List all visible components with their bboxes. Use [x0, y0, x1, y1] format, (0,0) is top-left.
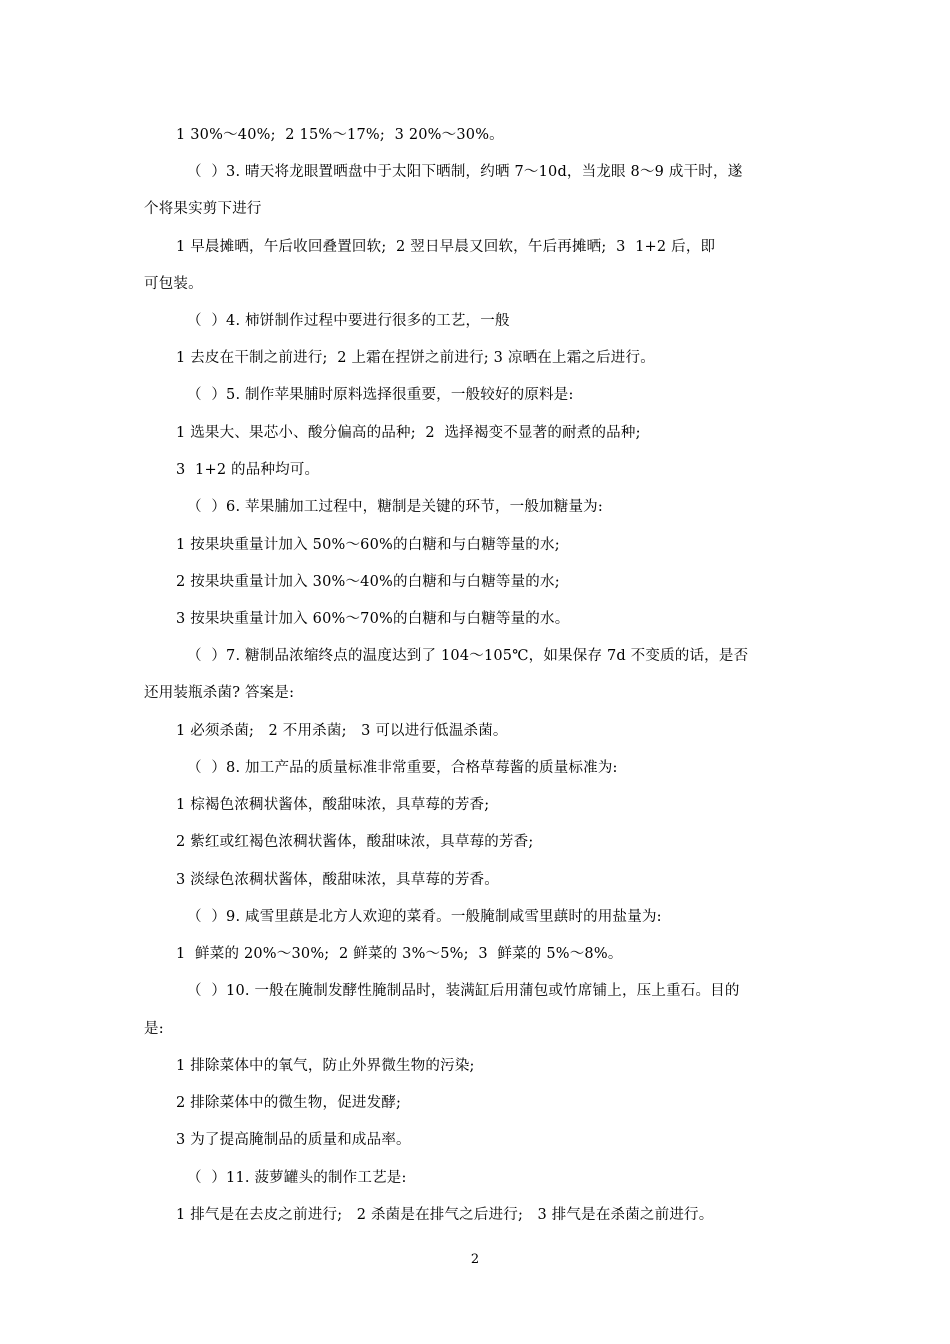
text-line: 还用装瓶杀菌? 答案是:: [144, 685, 295, 701]
text-line: 1 选果大、果芯小、酸分偏高的品种; 2 选择褐变不显著的耐煮的品种;: [176, 425, 641, 441]
text-line: （ ）4. 柿饼制作过程中要进行很多的工艺，一般: [187, 313, 510, 329]
text-line: （ ）8. 加工产品的质量标准非常重要，合格草莓酱的质量标准为:: [187, 760, 618, 776]
text-line: 2 紫红或红褐色浓稠状酱体，酸甜味浓，具草莓的芳香;: [176, 834, 534, 850]
text-line: 1 按果块重量计加入 50%～60%的白糖和与白糖等量的水;: [176, 537, 560, 553]
text-line: （ ）9. 咸雪里蕻是北方人欢迎的菜肴。一般腌制咸雪里蕻时的用盐量为:: [187, 909, 662, 925]
text-line: （ ）3. 晴天将龙眼置晒盘中于太阳下晒制，约晒 7～10d，当龙眼 8～9 成干时，遂: [187, 164, 743, 180]
text-line: 3 1+2 的品种均可。: [176, 462, 320, 478]
text-line: 是:: [144, 1021, 164, 1037]
text-line: 1 排气是在去皮之前进行; 2 杀菌是在排气之后进行; 3 排气是在杀菌之前进行。: [176, 1207, 714, 1223]
text-line: 2 按果块重量计加入 30%～40%的白糖和与白糖等量的水;: [176, 574, 560, 590]
text-line: 1 早晨摊晒，午后收回叠置回软; 2 翌日早晨又回软，午后再摊晒; 3 1+2 后，即: [176, 239, 716, 255]
page-number: 2: [470, 1252, 480, 1267]
text-line: （ ）5. 制作苹果脯时原料选择很重要，一般较好的原料是:: [187, 387, 574, 403]
text-line: 1 鲜菜的 20%～30%; 2 鲜菜的 3%～5%; 3 鲜菜的 5%～8%。: [176, 946, 623, 962]
text-line: 可包装。: [144, 276, 203, 292]
text-line: （ ）10. 一般在腌制发酵性腌制品时，装满缸后用蒲包或竹席铺上，压上重石。目的: [187, 983, 740, 999]
text-line: 3 按果块重量计加入 60%～70%的白糖和与白糖等量的水。: [176, 611, 570, 627]
text-line: （ ）11. 菠萝罐头的制作工艺是:: [187, 1170, 407, 1186]
text-line: 2 排除菜体中的微生物，促进发酵;: [176, 1095, 402, 1111]
text-line: 1 棕褐色浓稠状酱体，酸甜味浓，具草莓的芳香;: [176, 797, 490, 813]
text-line: 1 30%～40%; 2 15%～17%; 3 20%～30%。: [176, 127, 504, 143]
text-line: （ ）6. 苹果脯加工过程中，糖制是关键的环节，一般加糖量为:: [187, 499, 603, 515]
text-line: 1 去皮在干制之前进行; 2 上霜在捏饼之前进行; 3 凉晒在上霜之后进行。: [176, 350, 655, 366]
text-line: 1 排除菜体中的氧气，防止外界微生物的污染;: [176, 1058, 475, 1074]
text-line: 1 必须杀菌; 2 不用杀菌; 3 可以进行低温杀菌。: [176, 723, 508, 739]
text-line: （ ）7. 糖制品浓缩终点的温度达到了 104～105℃，如果保存 7d 不变质的话，是否: [187, 648, 749, 664]
text-line: 3 为了提高腌制品的质量和成品率。: [176, 1132, 411, 1148]
text-line: 3 淡绿色浓稠状酱体，酸甜味浓，具草莓的芳香。: [176, 872, 499, 888]
text-line: 个将果实剪下进行: [144, 201, 262, 217]
